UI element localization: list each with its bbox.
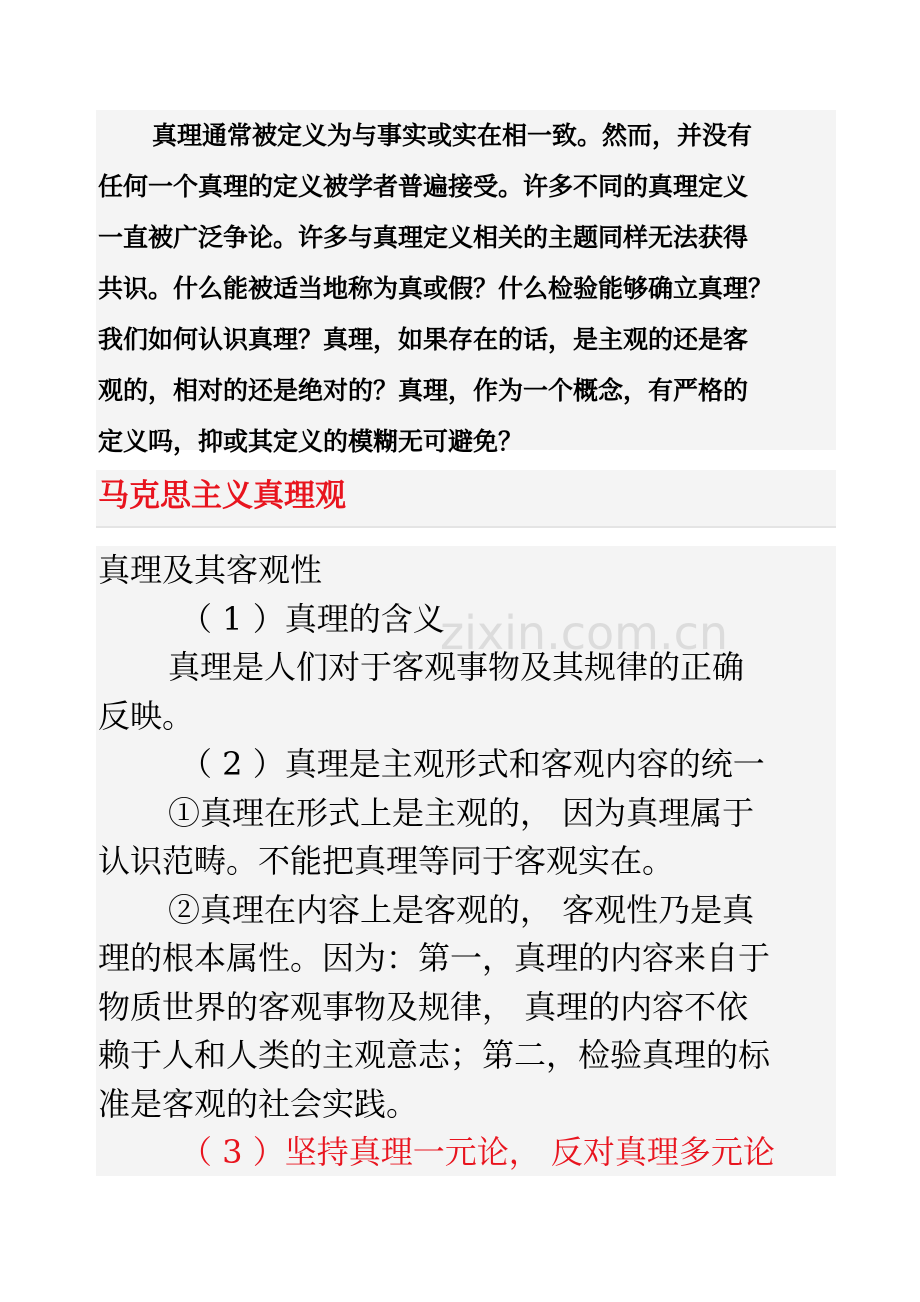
body-line: 理的根本属性。因为：第一，真理的内容来自于 <box>98 939 771 977</box>
intro-line: 任何一个真理的定义被学者普遍接受。许多不同的真理定义 <box>98 172 749 201</box>
body-subheading: 真理及其客观性 <box>98 551 323 589</box>
body-numbered-heading: （ 2 ）真理是主观形式和客观内容的统一 <box>180 745 765 783</box>
intro-paragraph-block <box>96 110 836 456</box>
section-heading: 马克思主义真理观 <box>98 478 346 514</box>
body-line: ①真理在形式上是主观的， 因为真理属于 <box>168 793 755 832</box>
body-line: 反映。 <box>98 696 195 735</box>
body-line: 准是客观的社会实践。 <box>98 1084 419 1123</box>
body-line: 物质世界的客观事物及规律， 真理的内容不依 <box>98 987 749 1026</box>
body-line: 真理是人们对于客观事物及其规律的正确 <box>168 648 745 686</box>
intro-line: 定义吗，抑或其定义的模糊无可避免？ <box>98 427 524 456</box>
intro-line: 共识。什么能被适当地称为真或假？什么检验能够确立真理？ <box>98 274 774 303</box>
section-heading-block <box>96 470 836 528</box>
intro-line: 我们如何认识真理？真理，如果存在的话，是主观的还是客 <box>98 325 749 354</box>
body-content-block <box>96 546 836 1176</box>
intro-line: 观的，相对的还是绝对的？真理，作为一个概念，有严格的 <box>98 376 749 405</box>
body-line: ②真理在内容上是客观的， 客观性乃是真 <box>168 890 755 929</box>
body-numbered-heading: （ 1 ）真理的含义 <box>180 599 445 638</box>
body-line: 赖于人和人类的主观意志；第二，检验真理的标 <box>98 1036 771 1074</box>
intro-line: 真理通常被定义为与事实或实在相一致。然而，并没有 <box>152 121 753 150</box>
watermark: zixin.com.cn <box>440 606 729 660</box>
intro-line: 一直被广泛争论。许多与真理定义相关的主题同样无法获得 <box>98 223 749 252</box>
body-numbered-heading-red: （ 3 ）坚持真理一元论， 反对真理多元论 <box>180 1133 775 1171</box>
body-line: 认识范畴。不能把真理等同于客观实在。 <box>98 842 675 880</box>
